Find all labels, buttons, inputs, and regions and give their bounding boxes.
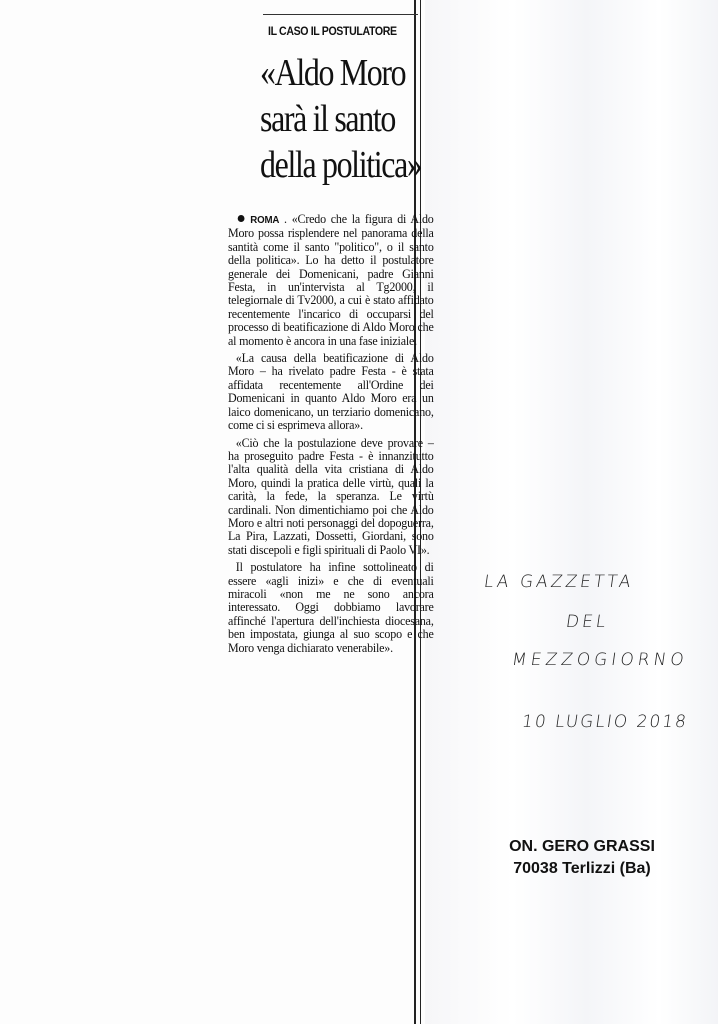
- article-kicker: IL CASO IL POSTULATORE: [268, 26, 397, 38]
- sender-stamp: [502, 836, 662, 880]
- handwritten-newspaper-line3: MEZZOGIORNO: [510, 650, 689, 670]
- paragraph-text: . «Credo che la figura di Aldo Moro possa risplendere nel panorama della santità come il santo "politico", o il santo della politica». Lo ha detto il postulatore generale dei Domenicani, padre Gianni Festa, in un'intervista al Tg2000, il telegiornale di Tv2000, a cui è stato affidato recentemente l'incarico di occuparsi del processo di beatificazione di Aldo Moro che al momento è ancora in una fase iniziale.: [228, 212, 434, 348]
- article-body: [228, 213, 434, 659]
- article-paragraph: «Ciò che la postulazione deve provare – ha proseguito padre Festa - è innanzitutto l'alta qualità della vita cristiana di Aldo Moro, quindi la pratica delle virtù, quali la carità, la fede, la speranza. Le virtù cardinali. Non dimentichiamo poi che Aldo Moro e altri noti personaggi del dopoguerra, La Pira, Lazzati, Dossetti, Giordani, sono stati discepoli e figli spirituali di Paolo VI».: [228, 435, 434, 557]
- kicker-rule: [263, 14, 418, 15]
- headline-line: della politica»: [260, 144, 422, 186]
- stamp-name: ON. GERO GRASSI: [509, 838, 655, 855]
- article-paragraph: Il postulatore ha infine sottolineato di essere «agli inizi» e che di eventuali miracoli «non me ne sono ancora interessato. Oggi dobbiamo lavorare affinché l'apertura dell'inchiesta diocesana, ben impostata, giunga al suo scopo e che Moro venga dichiarato venerabile».: [228, 560, 434, 655]
- handwritten-date: 10 LUGLIO 2018: [520, 712, 690, 732]
- headline-line: sarà il santo: [260, 98, 395, 140]
- article-headline: [260, 50, 422, 188]
- bullet-dot-icon: [238, 215, 245, 222]
- handwritten-newspaper-line2: DEL: [564, 612, 610, 632]
- article-dateline: ROMA: [250, 215, 280, 226]
- headline-line: «Aldo Moro: [260, 52, 406, 94]
- stamp-address: 70038 Terlizzi (Ba): [513, 860, 651, 877]
- newspaper-clipping: [228, 10, 434, 925]
- article-paragraph: [228, 213, 434, 348]
- handwritten-newspaper-line1: LA GAZZETTA: [482, 572, 635, 592]
- article-paragraph: «La causa della beatificazione di Aldo Moro – ha rivelato padre Festa - è stata affidata recentemente all'Ordine dei Domenicani in quanto Aldo Moro era un laico domenicano, un terziario domenicano, come ci si esprimeva allora».: [228, 351, 434, 433]
